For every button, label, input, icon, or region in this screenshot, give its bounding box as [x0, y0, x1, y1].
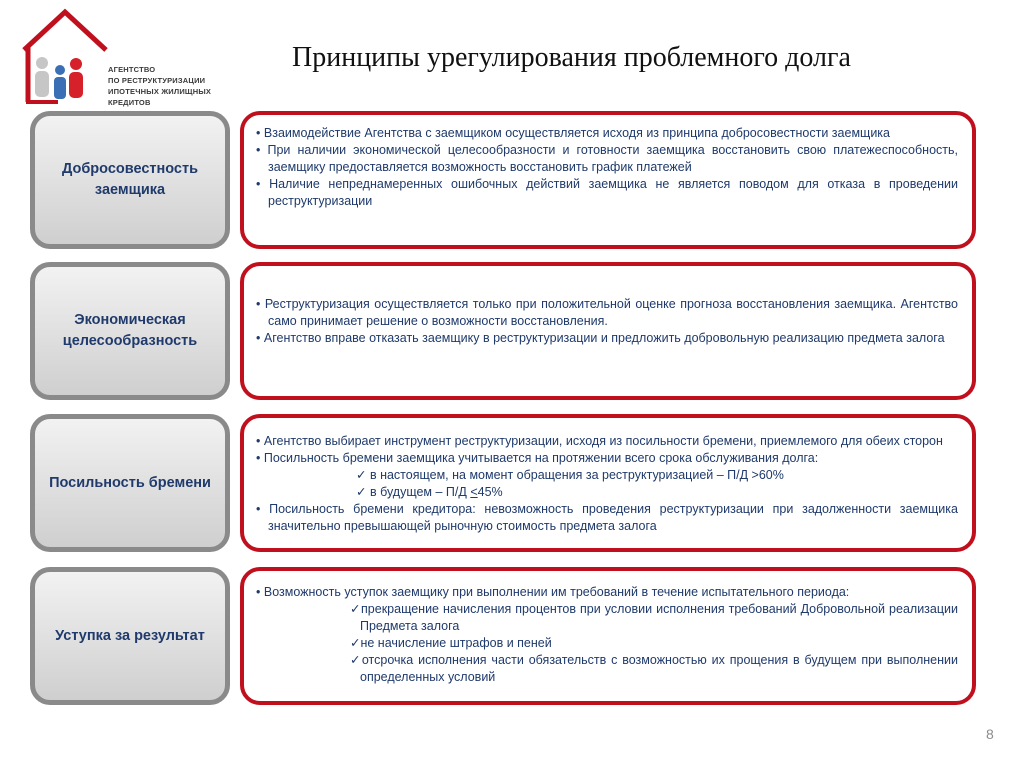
principle-row [30, 262, 976, 400]
principle-label-box [30, 414, 230, 552]
bullet-item: • Наличие непреднамеренных ошибочных действий заемщика не является поводом для отказа в проведении реструктуризации [256, 177, 958, 208]
principle-row [30, 567, 976, 705]
check-item: ✓ в настоящем, на момент обращения за реструктуризацией – П/Д >60% [356, 468, 784, 482]
bullet-item: • Агентство выбирает инструмент реструктуризации, исходя из посильности бремени, приемлемого для обеих сторон [256, 434, 943, 448]
bullet-item: • Взаимодействие Агентства с заемщиком осуществляется исходя из принципа добросовестности заемщика [256, 126, 890, 140]
principle-label-box [30, 111, 230, 249]
bullet-item: • При наличии экономической целесообразности и готовности заемщика восстановить свою платежеспособность, заемщику предоставляется возможность восстановить график платежей [256, 143, 958, 174]
logo-line: ИПОТЕЧНЫХ ЖИЛИЩНЫХ [108, 87, 212, 96]
check-icon: ✓ [350, 636, 361, 650]
logo-line: КРЕДИТОВ [108, 98, 151, 107]
check-item: ✓ в будущем – П/Д <45% [356, 485, 503, 499]
logo-line: ПО РЕСТРУКТУРИЗАЦИИ [108, 76, 206, 85]
principle-description-box [240, 111, 976, 249]
page-title: Принципы урегулирования проблемного долга [292, 42, 851, 73]
page-number: 8 [986, 726, 994, 742]
principle-label-box [30, 567, 230, 705]
principle-label: Уступка за результат [55, 627, 205, 644]
check-icon: ✓ [356, 485, 367, 499]
principle-row [30, 414, 976, 552]
check-icon: ✓ [350, 602, 362, 616]
check-icon: ✓ [350, 653, 362, 667]
bullet-item: • Посильность бремени заемщика учитывается на протяжении всего срока обслуживания долга: [256, 451, 819, 465]
bullet-item: • Агентство вправе отказать заемщику в реструктуризации и предложить добровольную реализацию предмета залога [256, 331, 945, 345]
logo-line: АГЕНТСТВО [108, 65, 156, 74]
principle-description-box [240, 262, 976, 400]
principle-label: Добросовестность заемщика [61, 161, 199, 198]
bullet-item: • Посильность бремени кредитора: невозможность проведения реструктуризации при задолженности заемщика значительно превышающей рыночную стоимость предмета залога [256, 502, 958, 533]
agency-logo [20, 8, 212, 113]
principle-label: Экономическая целесообразность [62, 312, 198, 349]
check-item: ✓отсрочка исполнения части обязательств с возможностью их прощения в будущем при выполнении определенных условий [350, 653, 958, 684]
principle-description-box [240, 414, 976, 552]
bullet-item: • Возможность уступок заемщику при выполнении им требований в течение испытательного периода: [256, 585, 850, 599]
logo-text [108, 64, 211, 108]
principle-label: Посильность бремени [49, 474, 211, 491]
principle-description-box [240, 567, 976, 705]
principle-label-box [30, 262, 230, 400]
check-icon: ✓ [356, 468, 367, 482]
house-icon [20, 8, 110, 108]
check-item: ✓не начисление штрафов и пеней [350, 636, 552, 650]
check-item: ✓прекращение начисления процентов при условии исполнения требований Добровольной реализации Предмета залога [350, 602, 958, 633]
principle-row [30, 111, 976, 249]
bullet-item: • Реструктуризация осуществляется только при положительной оценке прогноза восстановления заемщика. Агентство само принимает решение о возможности восстановления. [256, 297, 958, 328]
